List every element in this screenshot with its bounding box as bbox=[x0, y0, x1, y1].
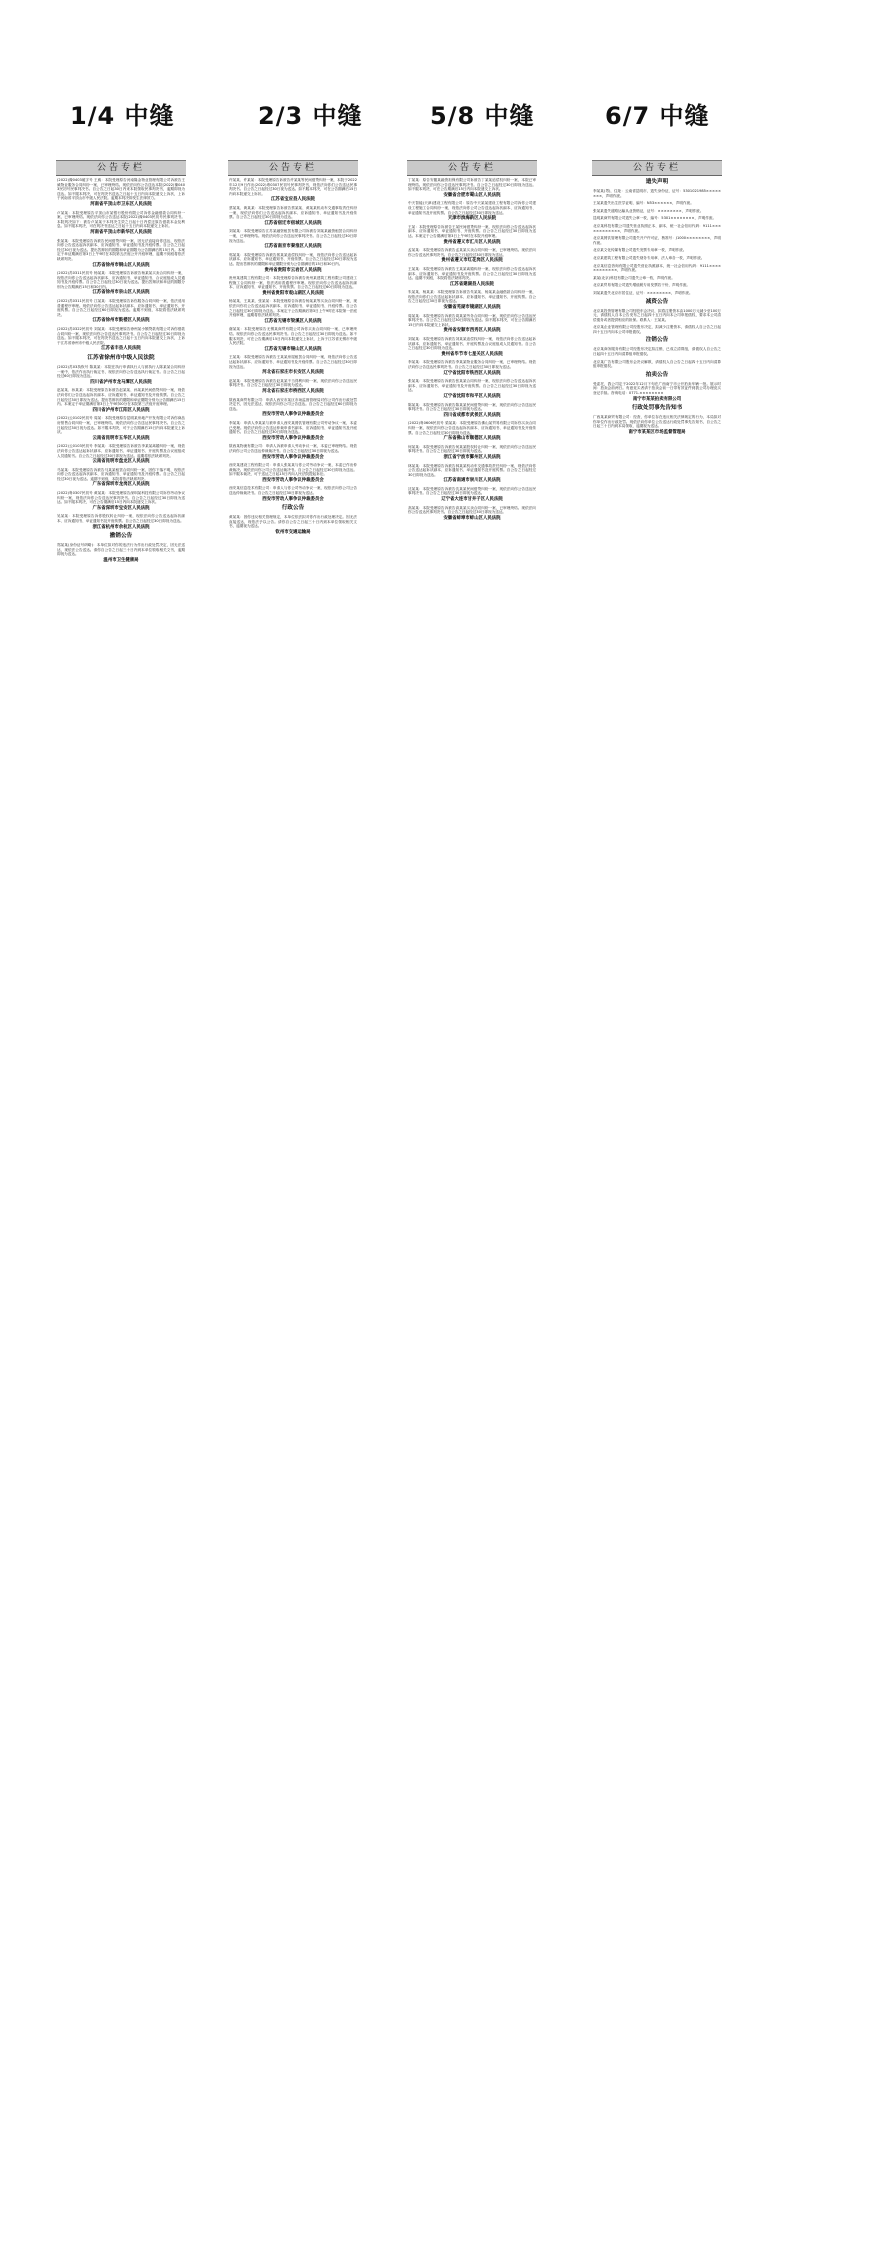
notice-entry bbox=[593, 216, 721, 221]
section-heading bbox=[57, 355, 185, 362]
notice-issuer: 河南省平顶山市新华区人民法院 bbox=[90, 229, 152, 235]
notice-body: 张某某：本院受理原告诉被告民间借贷纠纷一案，因无法直接向你送达，现依法向你公告送达起诉状副本、应诉通知书、举证通知书及开庭传票。自公告之日起经过30日视为送达。提出答辩状的期限和举证期限为公告期满后的15日内。本案定于举证期满后第3日上午9时在本院第五法庭公开开庭审理，逾期不到庭将依法缺席判决。 bbox=[57, 238, 185, 261]
notice-body: 昆明某商贸有限公司遗失公章一枚，编号：5301××××××××，声明作废。 bbox=[593, 216, 717, 221]
notice-entry bbox=[593, 236, 721, 245]
notice-issuer: 西安市劳动人事争议仲裁委员会 bbox=[262, 435, 324, 441]
section-heading bbox=[593, 299, 721, 306]
notice-body: 北京某广告有限公司股东会决议解散，请债权人自公告之日起四十五日内向清算组申报债权。 bbox=[593, 359, 721, 369]
column-label-1: 1/4 中缝 bbox=[70, 102, 175, 130]
notice-body: 西安某信息技术有限公司：申请人与你公司劳动争议一案，现依法向你公司公告送达仲裁裁决书。自公告之日起经过30日即视为送达。 bbox=[229, 486, 357, 496]
notice-body: 蔡某某、黄某某：本院受理原告诉被告蔡某某、黄某某机动车交通事故责任纠纷一案，现依法向你们公告送达起诉状副本、应诉通知书、举证通知书及开庭传票。自公告之日起经过30日即视为送达。 bbox=[229, 205, 357, 220]
notice-body: 何某某：本院受理原告诉被告何某某股权转让纠纷一案，现依法向你公告送达民事判决书。自公告之日起经过30日即视为送达。 bbox=[408, 444, 536, 454]
notice-body: 杨某某、王某某、张某某：本院受理原告诉被告杨某某等买卖合同纠纷一案，现依法向你们公告送达起诉状副本、应诉通知书、举证通知书、开庭传票。自公告之日起经过30日即视为送达。本案定于公告期满后第3日上午9时在本院第一法庭开庭审理，逾期将依法缺席判决。 bbox=[229, 299, 357, 318]
notice-entry bbox=[408, 337, 536, 357]
column-header: 公告专栏 bbox=[56, 161, 186, 176]
notice-entry bbox=[408, 248, 536, 264]
notice-body: 李某某(男)，住址：云南省昆明市，遗失身份证，证号：5301021985××××××××，声明作废。 bbox=[593, 189, 721, 198]
notice-issuer: 安徽省芜湖市镜湖区人民法院 bbox=[443, 305, 501, 311]
notice-body: 赵某某、孙某某：本院受理原告诉被告赵某某、孙某某民间借贷纠纷一案，现依法向你们公告送达起诉状副本、应诉通知书、举证通知书及开庭传票。自公告之日起经过30日即视为送达。提出答辩状的期限和举证期限分别为公告期满后15日内。本案定于举证期满后第3日上午9时00分在本院第三法庭开庭审理。 bbox=[57, 388, 185, 407]
notice-body: 沈某某：本院受理原告诉被告沈某某民间借贷纠纷一案，现依法向你公告送达民事判决书。自公告之日起经过30日即视为送达。 bbox=[408, 486, 536, 496]
section-heading bbox=[593, 372, 721, 379]
notice-entry bbox=[408, 178, 536, 198]
notice-entry bbox=[229, 276, 357, 296]
notice-issuer: 浙江省宁波市鄞州区人民法院 bbox=[443, 454, 501, 460]
notice-entry bbox=[593, 276, 721, 281]
notice-issuer: 河北省石家庄市桥西区人民法院 bbox=[262, 388, 324, 394]
notice-body: 西安某建设工程有限公司：申请人张某某与你公司劳动争议一案，本委已作出仲裁裁决。现依法向你公司公告送达裁决书。自公告之日起经过30日即视为送达。如不服本裁决，可于送达之日起15日内向人民法院提起诉讼。 bbox=[229, 463, 357, 477]
column-label-3: 5/8 中缝 bbox=[430, 102, 535, 130]
notice-entry bbox=[593, 283, 721, 288]
notice-body: (2022)苏03执恢号 陈某某：本院在执行申请执行人与被执行人陈某某合同纠纷一案中，依法作出执行裁定书，现依法向你公告送达执行裁定书。自公告之日起经过60日即视为送达。 bbox=[57, 365, 185, 379]
notice-entry bbox=[57, 178, 185, 208]
notice-issuer: 贵州省贵阳市观山湖区人民法院 bbox=[262, 290, 324, 296]
notice-issuer: 云南省昆明市盘龙区人民法院 bbox=[92, 459, 150, 465]
section-title: 行政处罚事先告知书 bbox=[631, 405, 683, 412]
notice-entry bbox=[593, 291, 721, 296]
notice-entry bbox=[57, 239, 185, 269]
notice-issuer: 温州市卫生健康局 bbox=[103, 558, 139, 563]
notice-entry bbox=[593, 347, 721, 356]
notice-entry bbox=[593, 256, 721, 261]
notice-issuer: 广东省深圳市龙岗区人民法院 bbox=[92, 482, 150, 488]
notice-body: 王某某：本院受理原告诉被告王某某离婚纠纷一案，现依法向你公告送达起诉状副本、应诉通知书、举证通知书及开庭传票。自公告之日起经过30日即视为送达。逾期不到庭，本院将依法缺席判决。 bbox=[408, 266, 536, 281]
notice-body: 陕西某物流有限公司：申请人诉被申请人劳动争议一案，本委已审理终结。现依法向你公司公告送达仲裁裁决书。自公告之日起经过30日即视为送达。 bbox=[229, 444, 357, 453]
notice-entry bbox=[593, 248, 721, 253]
notice-entry bbox=[593, 209, 721, 214]
notice-body: 王某某：本院受理原告诉被告王某某房屋租赁合同纠纷一案，现依法向你公告送达起诉状副本、应诉通知书、举证通知书及开庭传票。自公告之日起经过30日即视为送达。 bbox=[229, 355, 357, 369]
notice-entry bbox=[57, 468, 185, 488]
notice-issuer: 西安市劳动人事争议仲裁委员会 bbox=[262, 477, 324, 483]
notice-issuer: 贵州省安顺市西秀区人民法院 bbox=[443, 328, 501, 334]
notice-body: 李某某：本院受理原告诉被告李某某物业服务合同纠纷一案，已审理终结。现依法向你公告送达民事判决书。自公告之日起经过30日即视为送达。 bbox=[408, 360, 536, 369]
notice-entry bbox=[593, 325, 721, 334]
notice-entry bbox=[593, 382, 721, 402]
section-title: 减资公告 bbox=[645, 298, 669, 305]
notice-body: 郑某某(身份证号码略)：本单位拟对你的违法行为作出行政处罚决定，因无法送达，现依法公告送达。请你自公告之日起三十日内到本单位领取相关文书，逾期即视为送达。 bbox=[57, 543, 185, 557]
notice-entry bbox=[408, 360, 536, 376]
notice-column-1 bbox=[56, 160, 186, 2246]
notice-entry bbox=[57, 271, 185, 296]
section-heading bbox=[229, 505, 357, 512]
notice-entry bbox=[57, 491, 185, 511]
notice-body: 许某某、许某某：本院受理原告诉被告许某某等民间借贷纠纷一案，本院于2022年12月9日作出(2022)粤0307民初号民事判决书，现依法向你们公告送达民事判决书。自公告之日起经过30日视为送达。如不服本判决，可在公告期满后15日内向本院递交上诉状。 bbox=[229, 178, 357, 196]
notice-entry bbox=[229, 398, 357, 418]
notice-body: 高某某：本院受理原告诉被告高某某买卖合同纠纷一案，已审理终结。现依法向你公告送达民事判决书。自公告之日起经过30日即视为送达。 bbox=[408, 505, 536, 515]
notice-issuer: 辽宁省大连市甘井子区人民法院 bbox=[441, 497, 503, 503]
notice-issuer: 江苏省无锡市锡山区人民法院 bbox=[264, 346, 322, 352]
notice-list bbox=[592, 179, 722, 436]
notice-entry bbox=[57, 327, 185, 352]
notice-body: 北京某投资管理有限公司经股东会决议，拟将注册资本由1000万元减少至100万元，请债权人自本公告发布之日起四十五日内向本公司申报债权，要求本公司清偿债务或者提供相应的担保。联系人：王某某。 bbox=[593, 308, 721, 322]
notice-issuer: 浙江省杭州市余杭区人民法院 bbox=[92, 524, 150, 530]
notice-body: 吴某某：本院受理原告诉你股权转让纠纷一案，现依法向你公告送达起诉状副本、应诉通知书、举证通知书及开庭传票。自公告之日起经过30日即视为送达。 bbox=[57, 514, 185, 524]
notice-body: 北京某贸易有限公司遗失增值税专用发票若干份，声明作废。 bbox=[593, 283, 691, 288]
notice-entry bbox=[408, 225, 536, 245]
notice-body: 郭某某：本院受理原告诉被告郭某某追偿权纠纷一案，现依法向你公告送达起诉状副本、应诉通知书、举证通知书、开庭传票。自公告之日起经过30日即视为送达。提出答辩状的期限和举证期限分别为公告期满后的15日和30日内。 bbox=[229, 252, 357, 266]
notice-issuer: 安徽省蚌埠市蚌山区人民法院 bbox=[443, 515, 501, 521]
notice-body: 黄某某：因你违反相关管理规定，本单位依法拟对你作出行政处理决定。因无法直接送达，现依法予以公告。请你自公告之日起三十日内到本单位领取相关文书，逾期视为送达。 bbox=[229, 515, 357, 529]
notice-entry bbox=[593, 224, 721, 233]
notice-entry bbox=[593, 264, 721, 273]
notice-body: 北京某餐饮管理有限公司遗失开户许可证，核准号：J1000××××××××，声明作废。 bbox=[593, 236, 721, 245]
column-label-2: 2/3 中缝 bbox=[258, 102, 363, 130]
notice-issuer: 江苏省宿迁市宿城区人民法院 bbox=[264, 220, 322, 226]
notice-body: (2022)苏0311民初号 杨某某：本院受理原告诉被告杨某某买卖合同纠纷一案，现依法向你公告送达起诉状副本、应诉通知书、举证通知书、合议庭组成人员通知书及开庭传票。自公告之日起经过30日视为送达。提出答辩状和举证的期限分别为公告期满后15日和30日内。 bbox=[57, 271, 185, 289]
notice-body: 受委托，我公司定于2022年12月下旬在广西南宁市公开拍卖车辆一批。展示时间：拍卖会前两日。有意竞买者请于拍卖会前一日带有效证件到我公司办理竞买登记手续。咨询电话：0771-×××××××× bbox=[593, 381, 721, 396]
notice-body: 某某(北京)科技有限公司遗失公章一枚，声明作废。 bbox=[593, 275, 675, 280]
notice-body: 刘某某遗失北京市居住证，证号：××××××××，声明作废。 bbox=[593, 290, 693, 295]
notice-body: 广西某某商贸有限公司：经查，你单位存在违反相关法律规定的行为，本局拟对你单位作出行政处罚。现依法向你单位公告送达行政处罚事先告知书，自公告之日起三十日内到本局领取，逾期视为送达。 bbox=[593, 415, 721, 429]
notice-entry bbox=[229, 379, 357, 395]
notice-issuer: 西安市劳动人事争议仲裁委员会 bbox=[262, 412, 324, 418]
notice-entry bbox=[408, 290, 536, 310]
column-header: 公告专栏 bbox=[592, 161, 722, 176]
notice-issuer: 云南省昆明市五华区人民法院 bbox=[92, 435, 150, 441]
notice-entry bbox=[593, 415, 721, 435]
notice-entry bbox=[57, 514, 185, 530]
notice-entry bbox=[229, 327, 357, 352]
notice-entry bbox=[593, 360, 721, 369]
notice-entry bbox=[229, 486, 357, 502]
notice-issuer: 四川省泸州市江阳区人民法院 bbox=[92, 407, 150, 413]
notice-body: 北京某企业管理有限公司经股东决定，拟减少注册资本，请债权人自公告之日起四十五日内向本公司申报债权。 bbox=[593, 325, 721, 334]
notice-issuer: 江苏省徐州市铜山区人民法院 bbox=[92, 262, 150, 268]
notice-body: 中天智能(天津)建设工程有限公司：原告中天某某建设工程有限公司诉你公司建设工程施工合同纠纷一案，现依法向你公司公告送达起诉状副本、应诉通知书、举证通知书及开庭传票。自公告之日起经过30日即视为送达。 bbox=[408, 201, 536, 215]
notice-body: 北京某商务服务有限公司经股东决定拟注销，已成立清算组，请债权人自公告之日起四十五日内向清算组申报债权。 bbox=[593, 347, 721, 357]
notice-entry bbox=[57, 444, 185, 464]
section-heading bbox=[593, 337, 721, 344]
notice-entry bbox=[593, 189, 721, 198]
notice-entry bbox=[229, 206, 357, 226]
notice-entry bbox=[408, 421, 536, 441]
notice-entry bbox=[229, 444, 357, 460]
notice-issuer: 贵州省贵阳市云岩区人民法院 bbox=[264, 267, 322, 273]
column-label-4: 6/7 中缝 bbox=[605, 102, 710, 130]
notice-body: 马某某：本院受理原告诉被告马某某租赁合同纠纷一案，因你下落不明，现依法向你公告送达起诉状副本、应诉通知书、举证通知书及开庭传票。自公告之日起经过30日视为送达。逾期不到庭，本院将依法缺席判决。 bbox=[57, 467, 185, 481]
notice-body: 王某某遗失出生医学证明，编号：N53××××××，声明作废。 bbox=[593, 201, 694, 206]
column-header: 公告专栏 bbox=[407, 161, 537, 176]
notice-entry bbox=[229, 253, 357, 273]
notice-entry bbox=[408, 506, 536, 522]
notice-body: (2022)苏0322民初号 刘某某：本院受理原告徐州某小额贷款有限公司诉你借款合同纠纷一案，现依法向你公告送达民事判决书。自公告之日起经过30日即视为送达。如不服本判决，可在判决书送达之日起十五日内向本院递交上诉状，上诉于江苏省徐州市中级人民法院。 bbox=[57, 327, 185, 345]
notice-entry bbox=[57, 299, 185, 324]
section-heading bbox=[57, 533, 185, 540]
notice-body: 赵某某：本院受理原告诉被告赵某某不当得利纠纷一案，现依法向你公告送达民事判决书。自公告之日起经过30日即视为送达。 bbox=[229, 378, 357, 388]
notice-issuer: 四川省泸州市龙马潭区人民法院 bbox=[90, 379, 152, 385]
notice-issuer: 南宁市某某区市场监督管理局 bbox=[628, 430, 686, 435]
notice-body: 林某某：本院受理原告诉被告林某某机动车交通事故责任纠纷一案，现依法向你公告送达起诉状副本、应诉通知书、举证通知书及开庭传票。自公告之日起经过30日即视为送达。 bbox=[408, 463, 536, 477]
notice-entry bbox=[408, 445, 536, 461]
notice-body: 谢某某：本院受理原告无锡某商贸有限公司诉你买卖合同纠纷一案，已审理终结。现依法向你公告送达民事判决书。自公告之日起经过30日即视为送达。如不服本判决，可在公告期满后15日内向本院递交上诉状，上诉于江苏省无锡市中级人民法院。 bbox=[229, 327, 357, 346]
notice-body: (2022)粤0307民初号 黄某某：本院受理原告深圳某科技有限公司诉你劳动争议纠纷一案，现依法向你公告送达民事判决书。自公告之日起经过30日即视为送达。如不服本判决，可在公告期满后15日内向本院递交上诉状。 bbox=[57, 491, 185, 505]
notice-entry bbox=[229, 299, 357, 324]
notice-entry bbox=[229, 229, 357, 249]
notice-issuer: 贵州省遵义市红花岗区人民法院 bbox=[441, 258, 503, 264]
notice-entry bbox=[229, 355, 357, 375]
notice-entry bbox=[408, 267, 536, 287]
section-title: 江苏省徐州市中级人民法院 bbox=[87, 355, 155, 361]
notice-body: (2022)云0102民初号 周某：本院受理原告昆明某房地产开发有限公司诉你商品房预售合同纠纷一案，已审理终结。现依法向你公告送达民事判决书。自公告之日起经过30日视为送达。如不服本判决，可于公告期满后15日内向本院递交上诉状。 bbox=[57, 416, 185, 435]
section-title: 注销公告 bbox=[645, 337, 669, 344]
notice-issuer: 江苏省南通市崇川区人民法院 bbox=[443, 478, 501, 484]
notice-entry bbox=[229, 421, 357, 441]
notice-entry bbox=[229, 515, 357, 535]
notice-body: 刘某某：本院受理原告江苏某融资租赁有限公司诉被告刘某某融资租赁合同纠纷一案，已审理终结。现依法向你公告送达民事判决书。自公告之日起经过30日即视为送达。 bbox=[229, 229, 357, 243]
notice-body: 北京某文化传媒有限公司遗失发票专用章一枚，声明作废。 bbox=[593, 248, 687, 253]
notice-body: 北京某科技有限公司遗失营业执照正本、副本，统一社会信用代码：9111××××××××××××，声明作废。 bbox=[593, 223, 721, 233]
notice-body: 卢某某：本院受理原告平顶山市某银行股份有限公司诉你金融借款合同纠纷一案，已审理终结。现依法向你公告送达本院(2022)豫0403民初号民事判决书。本院判决如下：被告卢某某于本判决生效之日起十日内偿还原告借款本金及利息。如不服本判决，可在判决书送达之日起十五日内向本院递交上诉状。 bbox=[57, 210, 185, 229]
notice-entry bbox=[408, 201, 536, 221]
notice-issuer: 广东省佛山市顺德区人民法院 bbox=[443, 436, 501, 442]
notice-body: 北京某信息咨询有限公司遗失营业执照副本，统一社会信用代码：9111××××××××××××，声明作废。 bbox=[593, 263, 721, 273]
notice-entry bbox=[408, 403, 536, 419]
notice-column-4 bbox=[592, 160, 722, 2246]
section-title: 拍卖公告 bbox=[645, 371, 669, 378]
notice-issuer: 江苏省无锡市梁溪区人民法院 bbox=[264, 318, 322, 324]
notice-entry bbox=[408, 379, 536, 399]
notice-body: (2022)云0103民初号 李某某：本院受理原告诉被告李某某离婚纠纷一案，现依法向你公告送达起诉状副本、应诉通知书、举证通知书、开庭传票及合议庭组成人员通知书。自公告之日起经过30日即视为送达。逾期将依法缺席判决。 bbox=[57, 444, 185, 458]
notice-entry bbox=[57, 416, 185, 441]
notice-issuer: 西安市劳动人事争议仲裁委员会 bbox=[262, 454, 324, 460]
section-heading bbox=[593, 179, 721, 186]
notice-issuer: 贵州省遵义市汇川区人民法院 bbox=[443, 239, 501, 245]
notice-entry bbox=[57, 543, 185, 563]
notice-issuer: 江苏省南京市秦淮区人民法院 bbox=[264, 244, 322, 250]
notice-issuer: 辽宁省沈阳市铁西区人民法院 bbox=[443, 370, 501, 376]
notice-body: 陕西某商贸有限公司：申请人西安市某区市场监督管理局对你公司作出行政处罚决定书，因无法送达，现依法向你公司公告送达。自公告之日起经过60日即视为送达。 bbox=[229, 397, 357, 411]
notice-body: 刘某某：本院受理原告诉被告刘某某追偿权纠纷一案，现依法向你公告送达起诉状副本、应诉通知书、举证通知书、开庭传票及合议庭组成人员通知书。自公告之日起经过30日即视为送达。 bbox=[408, 337, 536, 351]
notice-body: 朱某某、杨某某：本院受理原告诉被告朱某某、杨某某金融借款合同纠纷一案，现依法向你们公告送达起诉状副本、应诉通知书、举证通知书、开庭传票。自公告之日起经过30日即视为送达。 bbox=[408, 290, 536, 304]
notice-issuer: 江苏省徐州市泉山区人民法院 bbox=[92, 290, 150, 296]
notice-entry bbox=[408, 464, 536, 484]
notice-entry bbox=[57, 211, 185, 236]
notice-list bbox=[228, 178, 358, 536]
notice-issuer: 四川省成都市武侯区人民法院 bbox=[443, 412, 501, 418]
notice-issuer: 广东省深圳市宝安区人民法院 bbox=[92, 505, 150, 511]
notice-entry bbox=[229, 178, 357, 203]
notice-entry bbox=[593, 201, 721, 206]
notice-body: 张某某遗失道路运输从业资格证，证号：××××××××，声明作废。 bbox=[593, 208, 704, 213]
notice-issuer: 天津市滨海新区人民法院 bbox=[447, 216, 497, 222]
notice-column-3 bbox=[407, 160, 537, 2246]
notice-issuer: 河北省石家庄市长安区人民法院 bbox=[262, 370, 324, 376]
section-title: 行政公告 bbox=[281, 505, 305, 512]
notice-issuer: 江苏省宝应县人民法院 bbox=[271, 197, 315, 203]
notice-body: 贵州某建筑工程有限公司：本院受理原告诉被告贵州某建筑工程有限公司建设工程施工合同纠纷一案，依法适用普通程序审理。现依法向你公告送达起诉状副本、应诉通知书、举证通知书、开庭传票。自公告之日起经过60日即视为送达。 bbox=[229, 276, 357, 290]
notice-entry bbox=[593, 309, 721, 323]
section-title: 撤销公告 bbox=[109, 533, 133, 540]
notice-issuer: 贵州省毕节市七星关区人民法院 bbox=[441, 351, 503, 357]
notice-body: 李某某：申请人李某某与被申请人西安某餐饮管理有限公司劳动争议一案，本委已受理。现依法向你公告送达仲裁申请书副本、应诉通知书、举证通知书及开庭通知书。自公告之日起经过30日即视为送达。 bbox=[229, 420, 357, 435]
notice-body: 陈某某：本院受理原告诉被告陈某某民间借贷纠纷一案，现依法向你公告送达民事判决书。自公告之日起经过30日即视为送达。 bbox=[408, 402, 536, 412]
notice-issuer: 江苏省丰县人民法院 bbox=[101, 346, 141, 352]
section-title: 遗失声明 bbox=[645, 179, 669, 185]
notice-entry bbox=[57, 388, 185, 413]
notice-issuer: 安徽省合肥市蜀山区人民法院 bbox=[443, 192, 501, 198]
notice-body: 丁某某：原告安徽某融资担保有限公司诉被告丁某某追偿权纠纷一案，本院已审理终结。现依法向你公告送达民事判决书。自公告之日起经过30日即视为送达。如不服本判决，可在公告期满后15日内向本院递交上诉状。 bbox=[408, 178, 536, 192]
notice-entry bbox=[408, 487, 536, 503]
notice-issuer: 河南省平顶山市卫东区人民法院 bbox=[90, 201, 152, 207]
notice-body: 张某某：本院受理原告诉被告张某某合同纠纷一案，现依法向你公告送达起诉状副本、应诉通知书、举证通知书及开庭传票。自公告之日起经过30日即视为送达。 bbox=[408, 379, 536, 393]
notice-entry bbox=[229, 463, 357, 483]
notice-issuer: 江苏省徐州市鼓楼区人民法院 bbox=[92, 318, 150, 324]
notice-list bbox=[56, 178, 186, 564]
notice-body: 王某：本院受理原告诉被告王某民间借贷纠纷一案，现依法向你公告送达起诉状副本、应诉通知书、举证通知书、开庭传票。自公告之日起经过30日即视为送达。本案定于公告期满后第3日上午9时在本院开庭审理。 bbox=[408, 224, 536, 238]
notice-issuer: 辽宁省沈阳市和平区人民法院 bbox=[443, 393, 501, 399]
notice-body: (2022)苏0311民初号 江某某：本院受理原告诉你服务合同纠纷一案，依法适用普通程序审理。现依法向你公告送达起诉状副本、应诉通知书、举证通知书、开庭传票。自公告之日起经过60日即视为送达。逾期不到庭，本院将依法缺席判决。 bbox=[57, 299, 185, 317]
notice-body: (2022)豫0403破字号 王威：本院受理原告河南隆金物业管理有限公司诉被告王威物业服务合同纠纷一案，已审理终结。现依法向你公告送达本院(2022)豫0403民初号民事判决书。自公告之日起30日内来本院领取民事判决书，逾期即视为送达。如不服本判决，可在判决书送达之日起十五日内向本院递交上诉状，上诉于河南省平顶山市中级人民法院。逾期本判决即发生法律效力。 bbox=[57, 178, 185, 201]
section-heading bbox=[593, 405, 721, 412]
notice-issuer: 钦州市交通运输局 bbox=[275, 530, 311, 536]
notice-issuer: 西安市劳动人事争议仲裁委员会 bbox=[262, 496, 324, 502]
notice-column-2 bbox=[228, 160, 358, 2246]
notice-entry bbox=[408, 314, 536, 334]
notice-issuer: 南宁市某某拍卖有限公司 bbox=[632, 396, 682, 402]
column-header: 公告专栏 bbox=[228, 161, 358, 176]
notice-body: 周某某：本院受理原告诉被告周某某劳务合同纠纷一案，现依法向你公告送达民事判决书。自公告之日起经过30日即视为送达。如不服本判决，可在公告期满后15日内向本院递交上诉状。 bbox=[408, 313, 536, 327]
notice-issuer: 江苏省建湖县人民法院 bbox=[450, 281, 494, 287]
notice-body: 孟某某：本院受理原告诉被告孟某某买卖合同纠纷一案，已审理终结。现依法向你公告送达民事判决书。自公告之日起经过30日即视为送达。 bbox=[408, 248, 536, 257]
notice-list bbox=[407, 178, 537, 521]
notice-body: (2022)粤0606民初号 梁某某：本院受理原告佛山某贸易有限公司诉你买卖合同纠纷一案，现依法向你公告送达起诉状副本、应诉通知书、举证通知书及开庭传票。自公告之日起经过30日即视为送达。 bbox=[408, 421, 536, 435]
notice-entry bbox=[57, 365, 185, 385]
notice-body: 北京某建筑工程有限公司遗失财务专用章、法人章各一枚，声明作废。 bbox=[593, 255, 705, 260]
